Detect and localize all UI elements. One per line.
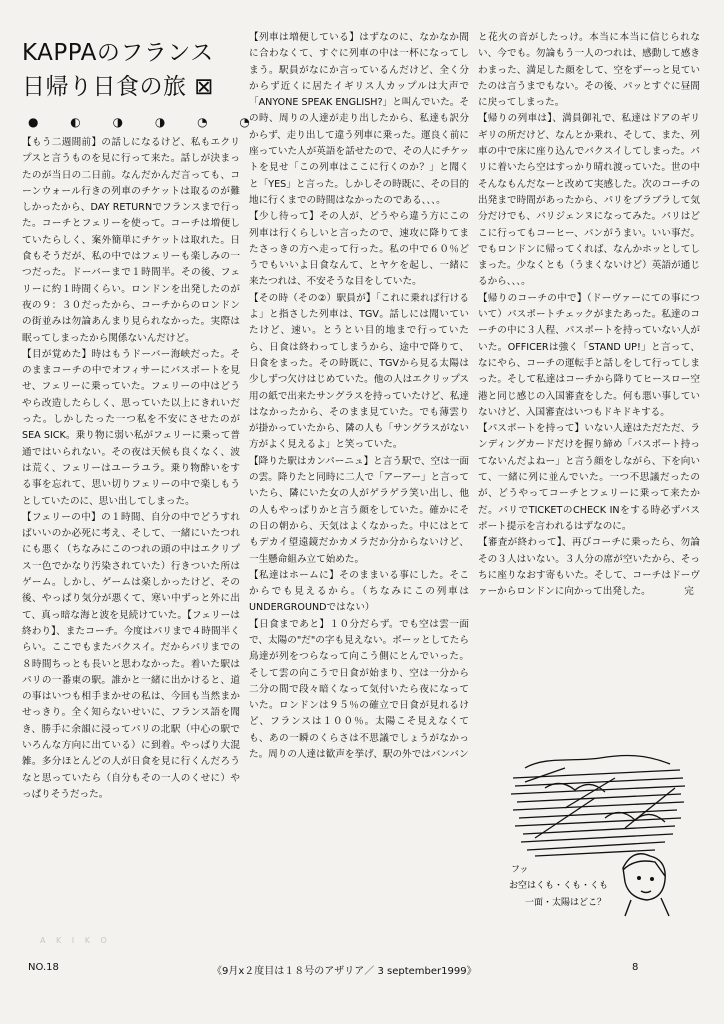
- paragraph: 【フェリーの中】の１時間、自分の中でどうすればいいのか必死に考え、そして、一緒にいたつれにも悪く（ちなみにこのつれの頭の中はエクリプス一色でかなり汚染されていた）行きついた所はゲーム。しかし、ゲームは楽しかったけど、その後、やっぱり気分が悪くて、寒い中ずっと外に出て、真っ暗な海と波を見続けていた。【フェリーは終わり】、またコーチ。今度はパリまで４時間半くらい。ここでもまたバクスイ。だからパリまでの８時間ちっとも長いと思わなかった。着いた駅はパリの一番東の駅。誰かと一緒に出かけると、道の事はいつも相手まかせの私は、今回も当然まかせっきり。全く知らないせいに、フランス語を聞き、勝手に余韻に浸ってパリの北駅（中心の駅でいろんな方向に出ている）に到着。やっぱり大混雑。多分ほとんどの人が日食を見に行くんだろうなと思っていたら（自分もその一人のくせに）やっぱりそうだった。: [22, 511, 240, 800]
- sketch-caption-2: お空はくも・くも・くも: [509, 881, 609, 891]
- text-column-2: [249, 30, 469, 950]
- title-line-2: 日帰り日食の旅 ⊠: [22, 74, 215, 100]
- paragraph: 【審査が終わって】、再びコーチに乗ったら、勿論その３人はいない。３人分の席が空いたから、そっちに座りなおす寄もいた。そして、コーチはドーヴァーからロンドンに向かって出発した。 完: [478, 537, 700, 598]
- sketch-caption-1: フッ: [511, 865, 529, 875]
- paragraph: 【その時（その②）駅員が】「これに乗れば行けるよ」と指さした列車は、TGV。話しには聞いていたけど、速い。とうとい目的地まで行っていたら、日食は終わってしまうから、途中で降りて、日食をまった。その時既に、TGVから見る太陽は少しずつ欠けはじめていた。他の人はエクリップス用の紙で出来たサングラスを持っていたけど、私達はなかったから、そのまま見ていた。でも薄雲りが掛かっていたから、隣の人も「サングラスがない方がよく見えるよ」と笑っていた。: [249, 292, 469, 451]
- paragraph: 【帰りの列車は】、満員御礼で、私達はドアのギリギリの所だけど、なんとか乗れ、そして、また、列車の中で床に座り込んでバクスイしてしまった。パリに着いたら空はすっかり晴れ渡っていた。世の中そんなもんだなーと改めて実感した。次のコーチの出発まで時間があったから、パリをブラブラして気分だけでも、パリジェンヌになってみた。パリはどこに行ってもコーヒー、パンがうまい。いい事だ。でもロンドンに帰ってくれば、なんかホッとしてしまった。少なくとも（うまくないけど）英語が通じるから、、、。: [478, 113, 700, 288]
- paragraph: 【目が覚めた】時はもうドーバー海峡だった。そのままコーチの中でオフィサーにパスポートを見せ、フェリーに乗っていた。フェリーの中はどうやら改造したらしく、思っていた以上にきれいだった。しかしたった一つ私を不安にさせたのがSEA SICK。乗り物に弱い私がフェリーに乗って普通ではいられない。その夜は天候も良くなく、波は荒く、フェリーはユーラユラ。乗り物酔いをする事を忘れて、思い切りフェリーの中で楽しもうとしていたのに、思い出してしまった。: [22, 348, 240, 507]
- article-title: [22, 36, 247, 104]
- issue-number: NO.18: [28, 962, 59, 973]
- page-number: 8: [632, 962, 639, 973]
- sketch-caption-3: 一面・太陽はどこ？: [525, 898, 607, 908]
- scribbled-clouds: [511, 756, 685, 856]
- paragraph: 【私達はホームに】そのままいる事にした。そこからでも見えるから。（ちなみにこの列車はUNDERGROUNDではない）: [249, 569, 469, 614]
- paragraph: 【もう二週間前】の話しになるけど、私もエクリプスと言うものを見に行って来た。話しが決まったのが当日の二日前。なんだかんだ言っても、コーンウォール行きの列車のチケットは取るのが難しかったから、DAY RETURNでフランスまで行った。コーチとフェリーを使って。コーチは増便していたらしく、案外簡単にチケットは取れた。日食もそうだが、私の中ではフェリーも楽しみの一つだった。ドーバーまで１時間半。その後、フェリーに約１時間くらい。ロンドンを出発したのが夜の９：３０だったから、コーチからのロンドンの街並みは勿論あんまり見られなかった。実際は眠ってしまったから関係ないんだけど。: [22, 137, 240, 344]
- paragraph: と花火の音がしたっけ。本当に本当に信じられない、今でも。勿論もう一人のつれは、感動して感きわまった、満足した顔をして、空をずーっと見ていたのは言うまでもない。その後、パッとすぐに昼間に戻ってしまった。: [478, 32, 700, 109]
- paragraph: 【列車は増便している】はずなのに、なかなか間に合わなくて、すぐに列車の中は一杯になってしまう。駅員がなにか言っているんだけど、全く分からず近くに居たイギリス人カップルは大声で「ANYONE SPEAK ENGLISH?」と叫んでいた。その時、周りの人達が走り出したから、私達も訳分からず、走り出して違う列車に乗った。運良く前に座っていた人が英語を話せたので、その人にチケットを見せ「この列車はここに行くのか？」と聞くと「YES」と言った。しかしその時既に、その目的地に行くまでの時間はなかったのである、、、。: [249, 32, 469, 206]
- paragraph: 【少し待って】その人が、どうやら違う方にこの列車は行くらしいと言ったので、速攻に降りてまたさっきの方へ走って行った。私の中で６０％どうでもいいよ日食なんて、とヤケを起し、一緒に来たつれは、不安そうな目をしていた。: [249, 211, 469, 288]
- girl-face: [623, 854, 669, 916]
- paragraph: 【日食まであと】１０分だらず。でも空は雲一面で、太陽の"だ"の字も見えない。ボーッとしてたら鳥達が列をつらなって向こう側にとんでいった。そして雲の向こうで日食が始まり、空は一分から二分の間で段々暗くなって気付いたら夜になっていた。ロンドンは９５％の確立で日食が見れるけど、フランスは１００％。太陽こそ見えなくても、あの一瞬のくらさは不思議でしょうがなかった。周りの人達は歓声を挙げ、駅の外ではバンバン: [249, 618, 469, 761]
- paragraph: 【帰りのコーチの中で】（ドーヴァーにての事について）パスポートチェックがまたあった。私達のコーチの中に３人程、パスポートを持っていない人がいた。OFFICERは強く「STAND UP!」と言って、なにやら、コーチの運転手と話しをして行ってしまった。そして私達はコーチから降りてヒースロー空港と同じ感じの入国審査をした。何も悪い事していないけど、入国審査はいつもドキドキする。: [478, 292, 700, 418]
- paragraph: 【降りた駅はカンパーニュ】と言う駅で、空は一面の雲。降りたと同時に二人で「アーアー」と言っていたら、隣にいた女の人がゲラゲラ笑い出し、他の人もやっぱりかと言う顔をしていた。確かにその日の朝から、天気はよくなかった。中にはとてもデカイ望遠鏡だかカメラだか分からないけど、一生懸命組み立て始めた。: [249, 455, 469, 565]
- title-line-1: KAPPAのフランス: [22, 40, 214, 66]
- text-column-1: [22, 135, 240, 950]
- paragraph: 【パスポートを持って】いない人達はただただ、ランディングカードだけを握り締め「パスポート持ってないんだよねー」と言う顔をしながら、下を向いて、一緒に列に並んでいた。一つ不思議だったのが、どうやってコーチとフェリーに乗って来たかだ。パリでTICKETのCHECK INをする時必ずパスポート提示を言われるはずなのに。: [478, 423, 700, 532]
- cloudy-sky-sketch: [505, 748, 690, 918]
- ghost-bleedthrough-text: A K I K O: [40, 936, 111, 945]
- footer-issue-date: 《9月x２度目は１８号のアザリア／ 3 september1999》: [212, 966, 477, 977]
- moon-phases-decoration: ● ◐ ◑ ◑ ◔ ◔: [28, 115, 264, 129]
- text-column-3: [478, 30, 700, 750]
